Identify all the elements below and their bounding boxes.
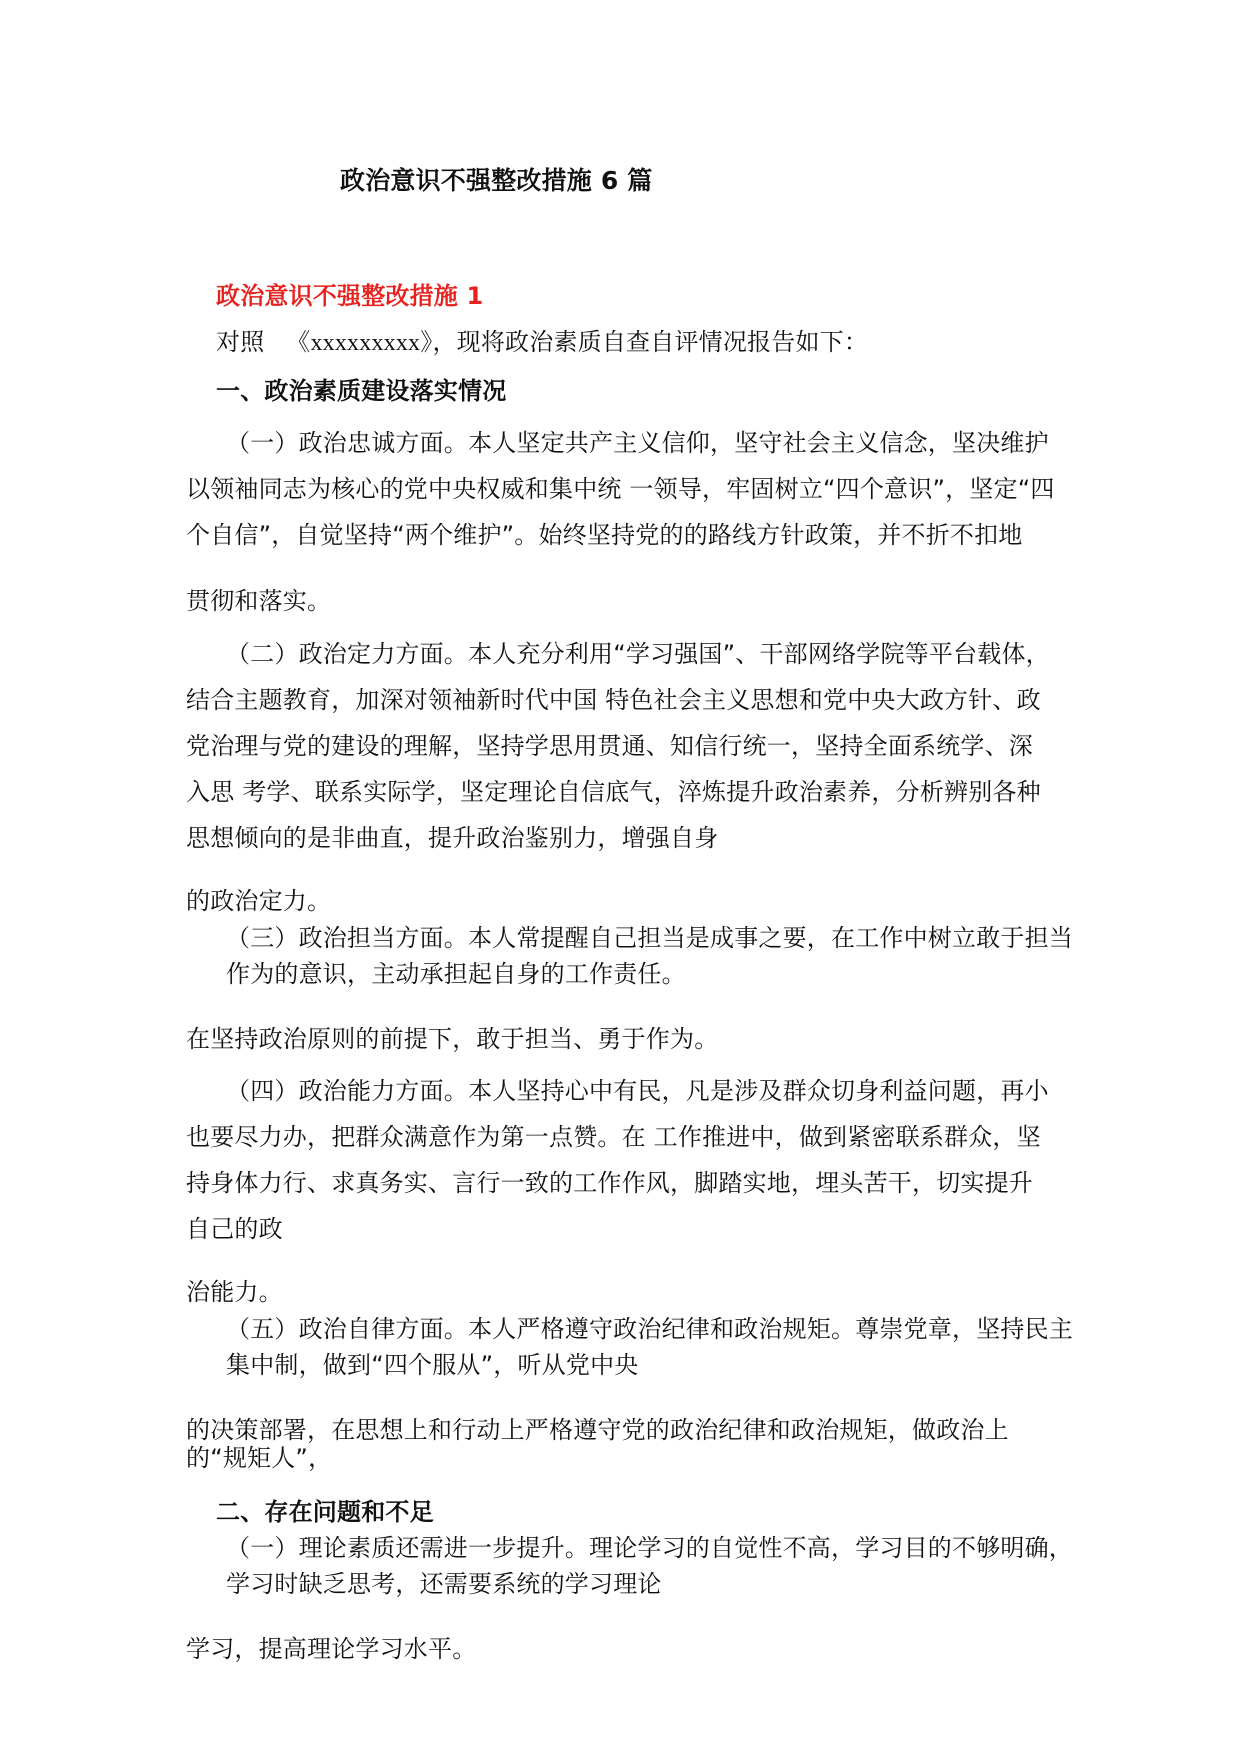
paragraph-line: 持身体力行、求真务实、言行一致的工作作风，脚踏实地，埋头苦干，切实提升 [186,1169,1033,1197]
paragraph-line: 作为的意识，主动承担起自身的工作责任。 [226,960,686,988]
paragraph-line: 结合主题教育，加深对领袖新时代中国 特色社会主义思想和党中央大政方针、政 [186,686,1041,714]
intro-suffix: ，现将政治素质自查自评情况报告如下： [432,328,869,356]
heading-2: 二、存在问题和不足 [216,1498,434,1526]
paragraph-line: 学习时缺乏思考，还需要系统的学习理论 [226,1570,662,1598]
paragraph-line: 在坚持政治原则的前提下，敢于担当、勇于作为。 [186,1025,719,1053]
paragraph-line: （一）理论素质还需进一步提升。理论学习的自觉性不高，学习目的不够明确， [226,1534,1073,1562]
paragraph-line: 贯彻和落实。 [186,587,332,615]
paragraph-line: 的政治定力。 [186,887,332,915]
intro-reference: 《xxxxxxxxx》 [286,330,433,356]
paragraph-line: 党治理与党的建设的理解，坚持学思用贯通、知信行统一，坚持全面系统学、深 [186,732,1033,760]
paragraph-line: 以领袖同志为核心的党中央权威和集中统 一领导，牢固树立“四个意识”，坚定“四 [186,475,1055,503]
paragraph-line: 个自信”，自觉坚持“两个维护”。始终坚持党的的路线方针政策，并不折不扣地 [186,521,1023,549]
paragraph-line: 的“规矩人”， [186,1444,333,1472]
paragraph-line: （四）政治能力方面。本人坚持心中有民，凡是涉及群众切身利益问题，再小 [226,1077,1049,1105]
paragraph-line: 治能力。 [186,1278,283,1306]
paragraph-line: （五）政治自律方面。本人严格遵守政治纪律和政治规矩。尊崇党章，坚持民主 [226,1315,1073,1343]
section-title: 政治意识不强整改措施 1 [216,282,484,310]
document-title: 政治意识不强整改措施 6 篇 [340,166,653,195]
paragraph-line: （一）政治忠诚方面。本人坚定共产主义信仰，坚守社会主义信念，坚决维护 [226,429,1049,457]
paragraph-line: 的决策部署，在思想上和行动上严格遵守党的政治纪律和政治规矩，做政治上 [186,1416,1009,1444]
paragraph-line: 学习，提高理论学习水平。 [186,1635,477,1663]
intro-line [216,326,868,359]
paragraph-line: （二）政治定力方面。本人充分利用“学习强国”、干部网络学院等平台载体， [226,640,1050,668]
paragraph-line: 也要尽力办，把群众满意作为第一点赞。在 工作推进中，做到紧密联系群众，坚 [186,1123,1041,1151]
heading-1: 一、政治素质建设落实情况 [216,377,507,405]
paragraph-line: 入思 考学、联系实际学，坚定理论自信底气，淬炼提升政治素养，分析辨别各种 [186,778,1041,806]
paragraph-line: 思想倾向的是非曲直，提升政治鉴别力，增强自身 [186,824,719,852]
intro-prefix: 对照 [216,328,265,356]
paragraph-line: （三）政治担当方面。本人常提醒自己担当是成事之要，在工作中树立敢于担当 [226,924,1073,952]
paragraph-line: 集中制，做到“四个服从”，听从党中央 [226,1351,639,1379]
paragraph-line: 自己的政 [186,1215,283,1243]
